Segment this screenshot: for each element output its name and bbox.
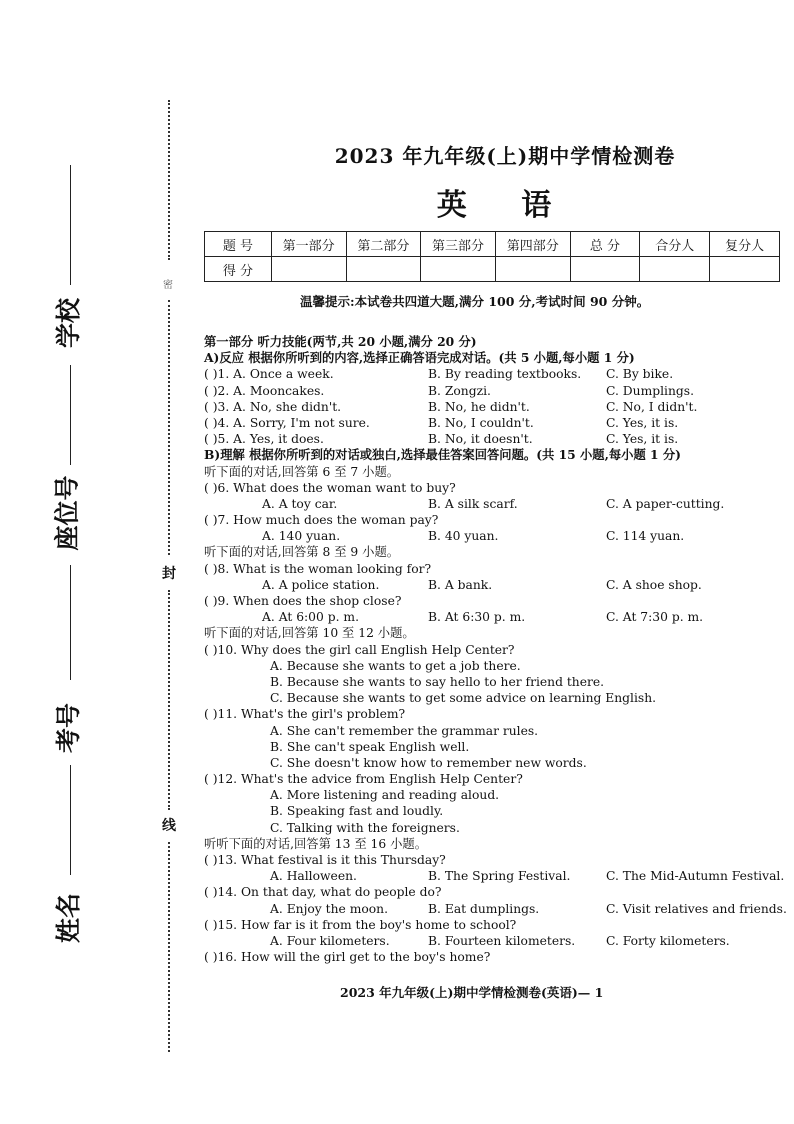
exam-title: 2023 年九年级(上)期中学情检测卷: [334, 144, 676, 168]
part-heading-text: 第一部分 听力技能(两节,共 20 小题,满分 20 分): [204, 334, 477, 349]
question-stem: ( )7. How much does the woman pay?: [204, 513, 439, 528]
options-row: [204, 690, 784, 706]
options-row: [204, 739, 784, 755]
option-b: B. No, it doesn't.: [428, 432, 533, 447]
option-b: B. Fourteen kilometers.: [428, 933, 576, 948]
option-b: B. Eat dumplings.: [428, 901, 540, 916]
seal-char-mi: 密: [163, 280, 173, 291]
question-row: [204, 852, 784, 868]
option-c: C. Because she wants to get some advice on learning English.: [270, 691, 657, 706]
option-b: B. By reading textbooks.: [428, 367, 582, 382]
option-b: B. No, he didn't.: [428, 399, 530, 414]
score-cell: 第四部分: [495, 232, 570, 257]
option-a: A. She can't remember the grammar rules.: [270, 723, 539, 738]
seat-label: 座位号: [52, 475, 82, 551]
seal-char-xian: 线: [162, 818, 176, 834]
part-heading: [204, 334, 784, 350]
question-row: [204, 771, 784, 787]
option-b: B. Speaking fast and loudly.: [270, 804, 444, 819]
score-table-score-row: [205, 257, 780, 282]
score-input-cell[interactable]: [346, 257, 421, 282]
question-row: [204, 706, 784, 722]
score-input-cell[interactable]: [710, 257, 780, 282]
exam-no-label: 考号: [54, 702, 84, 754]
question-stem: ( )16. How will the girl get to the boy's home?: [204, 950, 491, 965]
option-c: C. Talking with the foreigners.: [270, 820, 460, 835]
option-a: A. Enjoy the moon.: [270, 901, 389, 916]
score-input-cell[interactable]: [570, 257, 640, 282]
question-row: [204, 480, 784, 496]
option-a: A. Halloween.: [270, 869, 357, 884]
option-a: A. At 6:00 p. m.: [262, 610, 359, 625]
score-cell: 复分人: [710, 232, 780, 257]
question-row: [204, 593, 784, 609]
option-a: A. 140 yuan.: [262, 529, 341, 544]
option-b: B. She can't speak English well.: [270, 739, 470, 754]
score-table-header-row: [205, 232, 780, 257]
seat-line: [70, 365, 71, 465]
score-table: [204, 231, 780, 282]
question-row: [204, 366, 784, 382]
name-line: [70, 765, 71, 875]
option-b: B. At 6:30 p. m.: [428, 610, 526, 625]
score-cell: 合分人: [640, 232, 710, 257]
group-instruction: [204, 625, 784, 641]
option-b: B. A silk scarf.: [428, 496, 518, 511]
options-row: [204, 609, 784, 625]
question-row: [204, 642, 784, 658]
group-instruction: [204, 464, 784, 480]
question-stem: ( )2. A. Mooncakes.: [204, 383, 325, 398]
options-row: [204, 723, 784, 739]
option-c: C. 114 yuan.: [606, 529, 685, 544]
option-b: B. Because she wants to say hello to her friend there.: [270, 674, 605, 689]
school-line: [70, 165, 71, 285]
option-c: C. No, I didn't.: [606, 399, 698, 414]
question-content: [204, 334, 787, 965]
exam-no-line: [70, 565, 71, 680]
options-row: [204, 933, 784, 949]
options-row: [204, 787, 784, 803]
score-cell: 第二部分: [346, 232, 421, 257]
question-row: [204, 561, 784, 577]
question-stem: ( )3. A. No, she didn't.: [204, 399, 342, 414]
section-heading-text: B)理解 根据你所听到的对话或独白,选择最佳答案回答问题。(共 15 小题,每小题 1 分): [204, 447, 681, 463]
option-c: C. A paper-cutting.: [606, 496, 725, 511]
question-stem: ( )12. What's the advice from English Help Center?: [204, 772, 523, 787]
question-row: [204, 512, 784, 528]
exam-tip: 温馨提示:本试卷共四道大题,满分 100 分,考试时间 90 分钟。: [300, 294, 650, 309]
option-c: C. Yes, it is.: [606, 432, 679, 447]
question-stem: ( )15. How far is it from the boy's home to school?: [204, 917, 517, 932]
group-instruction-text: 听下面的对话,回答第 6 至 7 小题。: [204, 464, 400, 479]
question-stem: ( )4. A. Sorry, I'm not sure.: [204, 415, 370, 430]
group-instruction-text: 听听下面的对话,回答第 13 至 16 小题。: [204, 836, 427, 851]
options-row: [204, 868, 784, 884]
question-stem: ( )1. A. Once a week.: [204, 367, 334, 382]
option-a: A. More listening and reading aloud.: [270, 788, 500, 803]
options-row: [204, 577, 784, 593]
question-stem: ( )9. When does the shop close?: [204, 594, 402, 608]
name-label: 姓名: [54, 892, 84, 944]
question-row: [204, 949, 784, 965]
option-b: B. The Spring Festival.: [428, 869, 571, 884]
option-b: B. A bank.: [428, 577, 493, 592]
score-input-cell[interactable]: [271, 257, 346, 282]
question-stem: ( )14. On that day, what do people do?: [204, 885, 442, 900]
options-row: [204, 658, 784, 674]
score-cell: 得 分: [205, 257, 272, 282]
option-b: B. No, I couldn't.: [428, 415, 534, 430]
question-stem: ( )10. Why does the girl call English Help Center?: [204, 642, 515, 657]
seal-dashed-line-bottom: [168, 842, 170, 1052]
seal-dashed-line-lower: [168, 590, 170, 810]
option-c: C. By bike.: [606, 367, 674, 382]
score-cell: 第三部分: [421, 232, 496, 257]
option-c: C. She doesn't know how to remember new words.: [270, 755, 587, 770]
option-c: C. Yes, it is.: [606, 415, 679, 430]
section-heading-text: A)反应 根据你所听到的内容,选择正确答语完成对话。(共 5 小题,每小题 1 分): [204, 350, 635, 366]
options-row: [204, 901, 787, 917]
options-row: [204, 528, 784, 544]
options-row: [204, 496, 784, 512]
group-instruction: [204, 836, 784, 852]
question-stem: ( )5. A. Yes, it does.: [204, 432, 324, 447]
option-c: C. At 7:30 p. m.: [606, 610, 704, 625]
question-stem: ( )8. What is the woman looking for?: [204, 561, 432, 576]
option-c: C. A shoe shop.: [606, 577, 702, 592]
score-input-cell[interactable]: [421, 257, 496, 282]
options-row: [204, 820, 784, 836]
score-cell: 第一部分: [271, 232, 346, 257]
option-a: A. Four kilometers.: [270, 933, 390, 948]
option-c: C. The Mid-Autumn Festival.: [606, 869, 785, 884]
question-row: [204, 884, 784, 900]
option-a: A. Because she wants to get a job there.: [270, 658, 521, 673]
score-cell: 总 分: [570, 232, 640, 257]
option-c: C. Forty kilometers.: [606, 933, 730, 948]
score-input-cell[interactable]: [640, 257, 710, 282]
question-row: [204, 917, 784, 933]
section-heading: [204, 350, 784, 366]
group-instruction-text: 听下面的对话,回答第 10 至 12 小题。: [204, 626, 415, 641]
seal-char-feng: 封: [162, 566, 176, 582]
question-row: [204, 399, 784, 415]
option-c: C. Dumplings.: [606, 383, 694, 398]
option-b: B. Zongzi.: [428, 383, 491, 398]
page-footer: 2023 年九年级(上)期中学情检测卷(英语)— 1: [340, 985, 604, 1000]
seal-dashed-line-upper: [168, 300, 170, 555]
binding-margin: [0, 0, 160, 1124]
option-a: A. A toy car.: [262, 496, 338, 511]
question-row: [204, 383, 784, 399]
section-heading: [204, 447, 784, 463]
question-stem: ( )11. What's the girl's problem?: [204, 707, 406, 722]
options-row: [204, 755, 784, 771]
options-row: [204, 803, 784, 819]
question-row: [204, 415, 784, 431]
options-row: [204, 674, 784, 690]
school-label: 学校: [54, 297, 84, 349]
option-c: C. Visit relatives and friends.: [606, 901, 787, 916]
option-a: A. A police station.: [262, 577, 380, 592]
group-instruction-text: 听下面的对话,回答第 8 至 9 小题。: [204, 545, 400, 560]
score-input-cell[interactable]: [495, 257, 570, 282]
seal-dashed-line-top: [168, 100, 170, 260]
exam-subject: 英 语: [436, 188, 574, 223]
question-row: [204, 431, 784, 447]
option-b: B. 40 yuan.: [428, 529, 499, 544]
question-stem: ( )13. What festival is it this Thursday?: [204, 853, 446, 867]
score-cell: 题 号: [205, 232, 272, 257]
question-stem: ( )6. What does the woman want to buy?: [204, 480, 456, 495]
group-instruction: [204, 544, 784, 560]
